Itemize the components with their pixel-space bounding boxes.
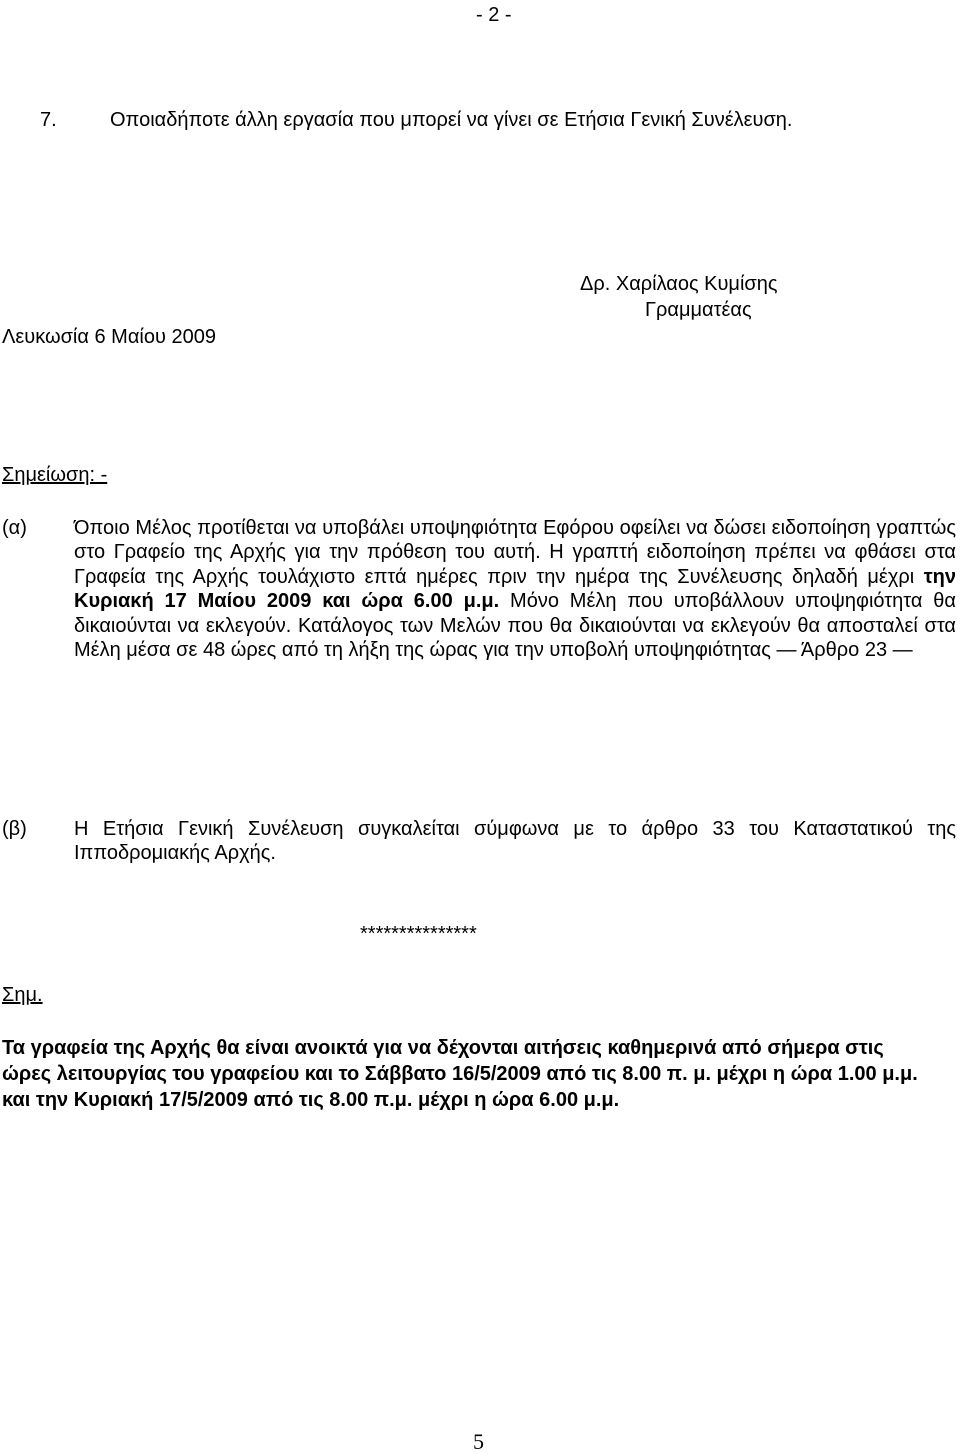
note-b-paragraph: Η Ετήσια Γενική Συνέλευση συγκαλείται σύμφωνα με το άρθρο 33 του Καταστατικού της Ιπποδρομιακής Αρχής. xyxy=(74,818,956,865)
note-a-text-1: Όποιο Μέλος προτίθεται να υποβάλει υποψηφιότητα Εφόρου οφείλει να δώσει ειδοποίηση γραπτώς στο Γραφείο της Αρχής για την πρόθεση του αυτή. Η γραπτή ειδοποίηση πρέπει να φθάσει στα Γραφεία της Αρχής τουλάχιστο επτά ημέρες πριν την ημέρα της Συνέλευσης δηλαδή μέχρι xyxy=(74,517,956,588)
signatory-name: Δρ. Χαρίλαος Κυμίσης xyxy=(580,273,778,295)
separator: *************** xyxy=(360,923,477,945)
item-text: Οποιαδήποτε άλλη εργασία που μπορεί να γίνει σε Ετήσια Γενική Συνέλευση. xyxy=(110,109,793,131)
place-date: Λευκωσία 6 Μαίου 2009 xyxy=(2,326,216,348)
signatory-title: Γραμματέας xyxy=(645,299,752,321)
office-notice: Τα γραφεία της Αρχής θα είναι ανοικτά για να δέχονται αιτήσεις καθημερινά από σήμερα στις ώρες λειτουργίας του γραφείου και το Σάββατο 16/5/2009 από τις 8.00 π. μ. μέχρι η ώρα 1.00 μ.μ. και την Κυριακή 17/5/2009 από τις 8.00 π.μ. μέχρι η ώρα 6.00 μ.μ. xyxy=(2,1037,918,1111)
note-a-text-2: Μόνο Μέλη που υποβάλλουν υποψηφιότητα θα δικαιούνται να εκλεγούν. Κατάλογος των Μελών που θα δικαιούνται να εκλεγούν θα αποσταλεί στα Μέλη μέσα σε 48 ώρες από τη λήξη της ώρας για την υποβολή υποψηφιότητας ― Άρθρο 23 ― xyxy=(74,590,956,662)
note-a-label: (α) xyxy=(2,517,27,539)
note-a-deadline: την Κυριακή 17 Μαίου 2009 και ώρα 6.00 μ.μ. xyxy=(74,565,956,613)
note-heading: Σημείωση: - xyxy=(2,464,108,486)
page-number: 5 xyxy=(473,1429,484,1454)
sim-heading: Σημ. xyxy=(2,984,43,1006)
note-b-label: (β) xyxy=(2,818,27,840)
page-marker: - 2 - xyxy=(476,4,512,26)
note-a-paragraph xyxy=(74,516,956,662)
item-number: 7. xyxy=(40,109,57,131)
